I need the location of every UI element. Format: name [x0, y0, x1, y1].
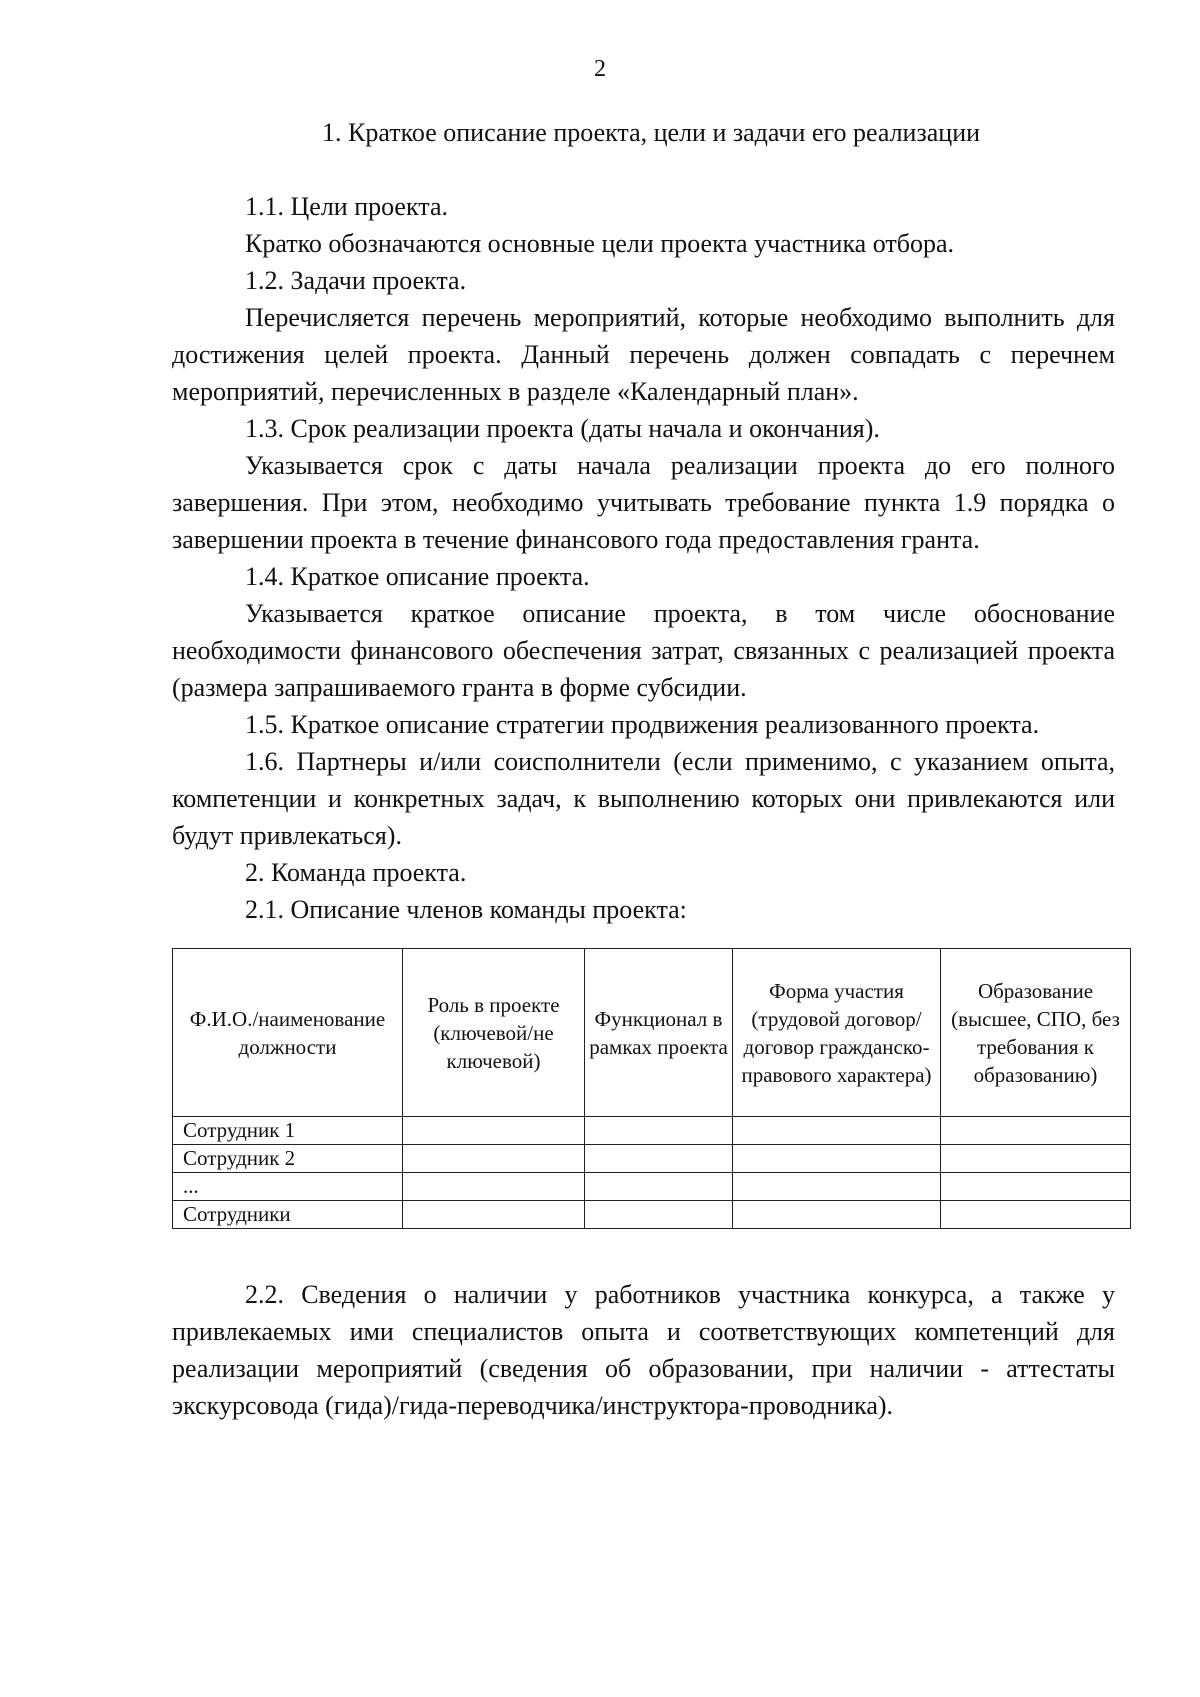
- column-header-education: Образование (высшее, СПО, без требования к образованию): [941, 949, 1131, 1117]
- table-row: [173, 1145, 1131, 1173]
- table-header-row: [173, 949, 1131, 1117]
- table-cell: [941, 1173, 1131, 1201]
- table-cell: [403, 1117, 585, 1145]
- table-cell: [403, 1201, 585, 1229]
- table-cell: [733, 1145, 941, 1173]
- column-header-role: Роль в проекте (ключевой/не ключевой): [403, 949, 585, 1117]
- table-cell: [733, 1201, 941, 1229]
- column-header-name: Ф.И.О./наименование должности: [173, 949, 403, 1117]
- paragraph: Кратко обозначаются основные цели проекта участника отбора.: [245, 229, 955, 258]
- paragraph: 2. Команда проекта.: [245, 858, 467, 887]
- table-row: [173, 1173, 1131, 1201]
- table-cell: ...: [173, 1173, 403, 1201]
- body-text: [172, 188, 1115, 928]
- section-title: 1. Краткое описание проекта, цели и задачи его реализации: [322, 118, 981, 147]
- paragraph: Указывается срок с даты начала реализации проекта до его полного завершения. При этом, необходимо учитывать требование пункта 1.9 порядка о завершении проекта в течение финансового года предоставления гранта.: [172, 451, 1115, 554]
- table-cell: Сотрудник 1: [173, 1117, 403, 1145]
- table-cell: Сотрудники: [173, 1201, 403, 1229]
- paragraph: 1.5. Краткое описание стратегии продвижения реализованного проекта.: [245, 710, 1040, 739]
- table-cell: [733, 1173, 941, 1201]
- paragraph: 1.2. Задачи проекта.: [245, 266, 467, 295]
- page-number: 2: [594, 56, 606, 82]
- table-cell: [585, 1201, 733, 1229]
- table-cell: [585, 1173, 733, 1201]
- table-row: [173, 1201, 1131, 1229]
- column-header-function: Функционал в рамках проекта: [585, 949, 733, 1117]
- paragraph: 1.3. Срок реализации проекта (даты начала и окончания).: [245, 414, 880, 443]
- paragraph: 2.1. Описание членов команды проекта:: [245, 895, 687, 924]
- table-cell: [733, 1117, 941, 1145]
- paragraph: Указывается краткое описание проекта, в том числе обоснование необходимости финансового обеспечения затрат, связанных с реализацией проекта (размера запрашиваемого гранта в форме субсидии.: [172, 599, 1115, 702]
- paragraph: 1.6. Партнеры и/или соисполнители (если применимо, с указанием опыта, компетенции и конкретных задач, к выполнению которых они привлекаются или будут привлекаться).: [172, 747, 1115, 850]
- column-header-participation: Форма участия (трудовой договор/договор гражданско-правового характера): [733, 949, 941, 1117]
- table-cell: Сотрудник 2: [173, 1145, 403, 1173]
- table-cell: [941, 1145, 1131, 1173]
- table-cell: [941, 1201, 1131, 1229]
- table-row: [173, 1117, 1131, 1145]
- paragraph: Перечисляется перечень мероприятий, которые необходимо выполнить для достижения целей проекта. Данный перечень должен совпадать с перечнем мероприятий, перечисленных в разделе «Календарный план».: [172, 303, 1115, 406]
- team-table: [172, 948, 1131, 1229]
- paragraph: 2.2. Сведения о наличии у работников участника конкурса, а также у привлекаемых ими специалистов опыта и соответствующих компетенций для реализации мероприятий (сведения об образовании, при наличии - аттестаты экскурсовода (гида)/гида-переводчика/инструктора-проводника).: [172, 1280, 1115, 1420]
- closing-section: [172, 1276, 1115, 1424]
- table-cell: [403, 1145, 585, 1173]
- table-cell: [941, 1117, 1131, 1145]
- table-cell: [585, 1145, 733, 1173]
- table-cell: [403, 1173, 585, 1201]
- table-cell: [585, 1117, 733, 1145]
- paragraph: 1.1. Цели проекта.: [245, 192, 448, 221]
- paragraph: 1.4. Краткое описание проекта.: [245, 562, 590, 591]
